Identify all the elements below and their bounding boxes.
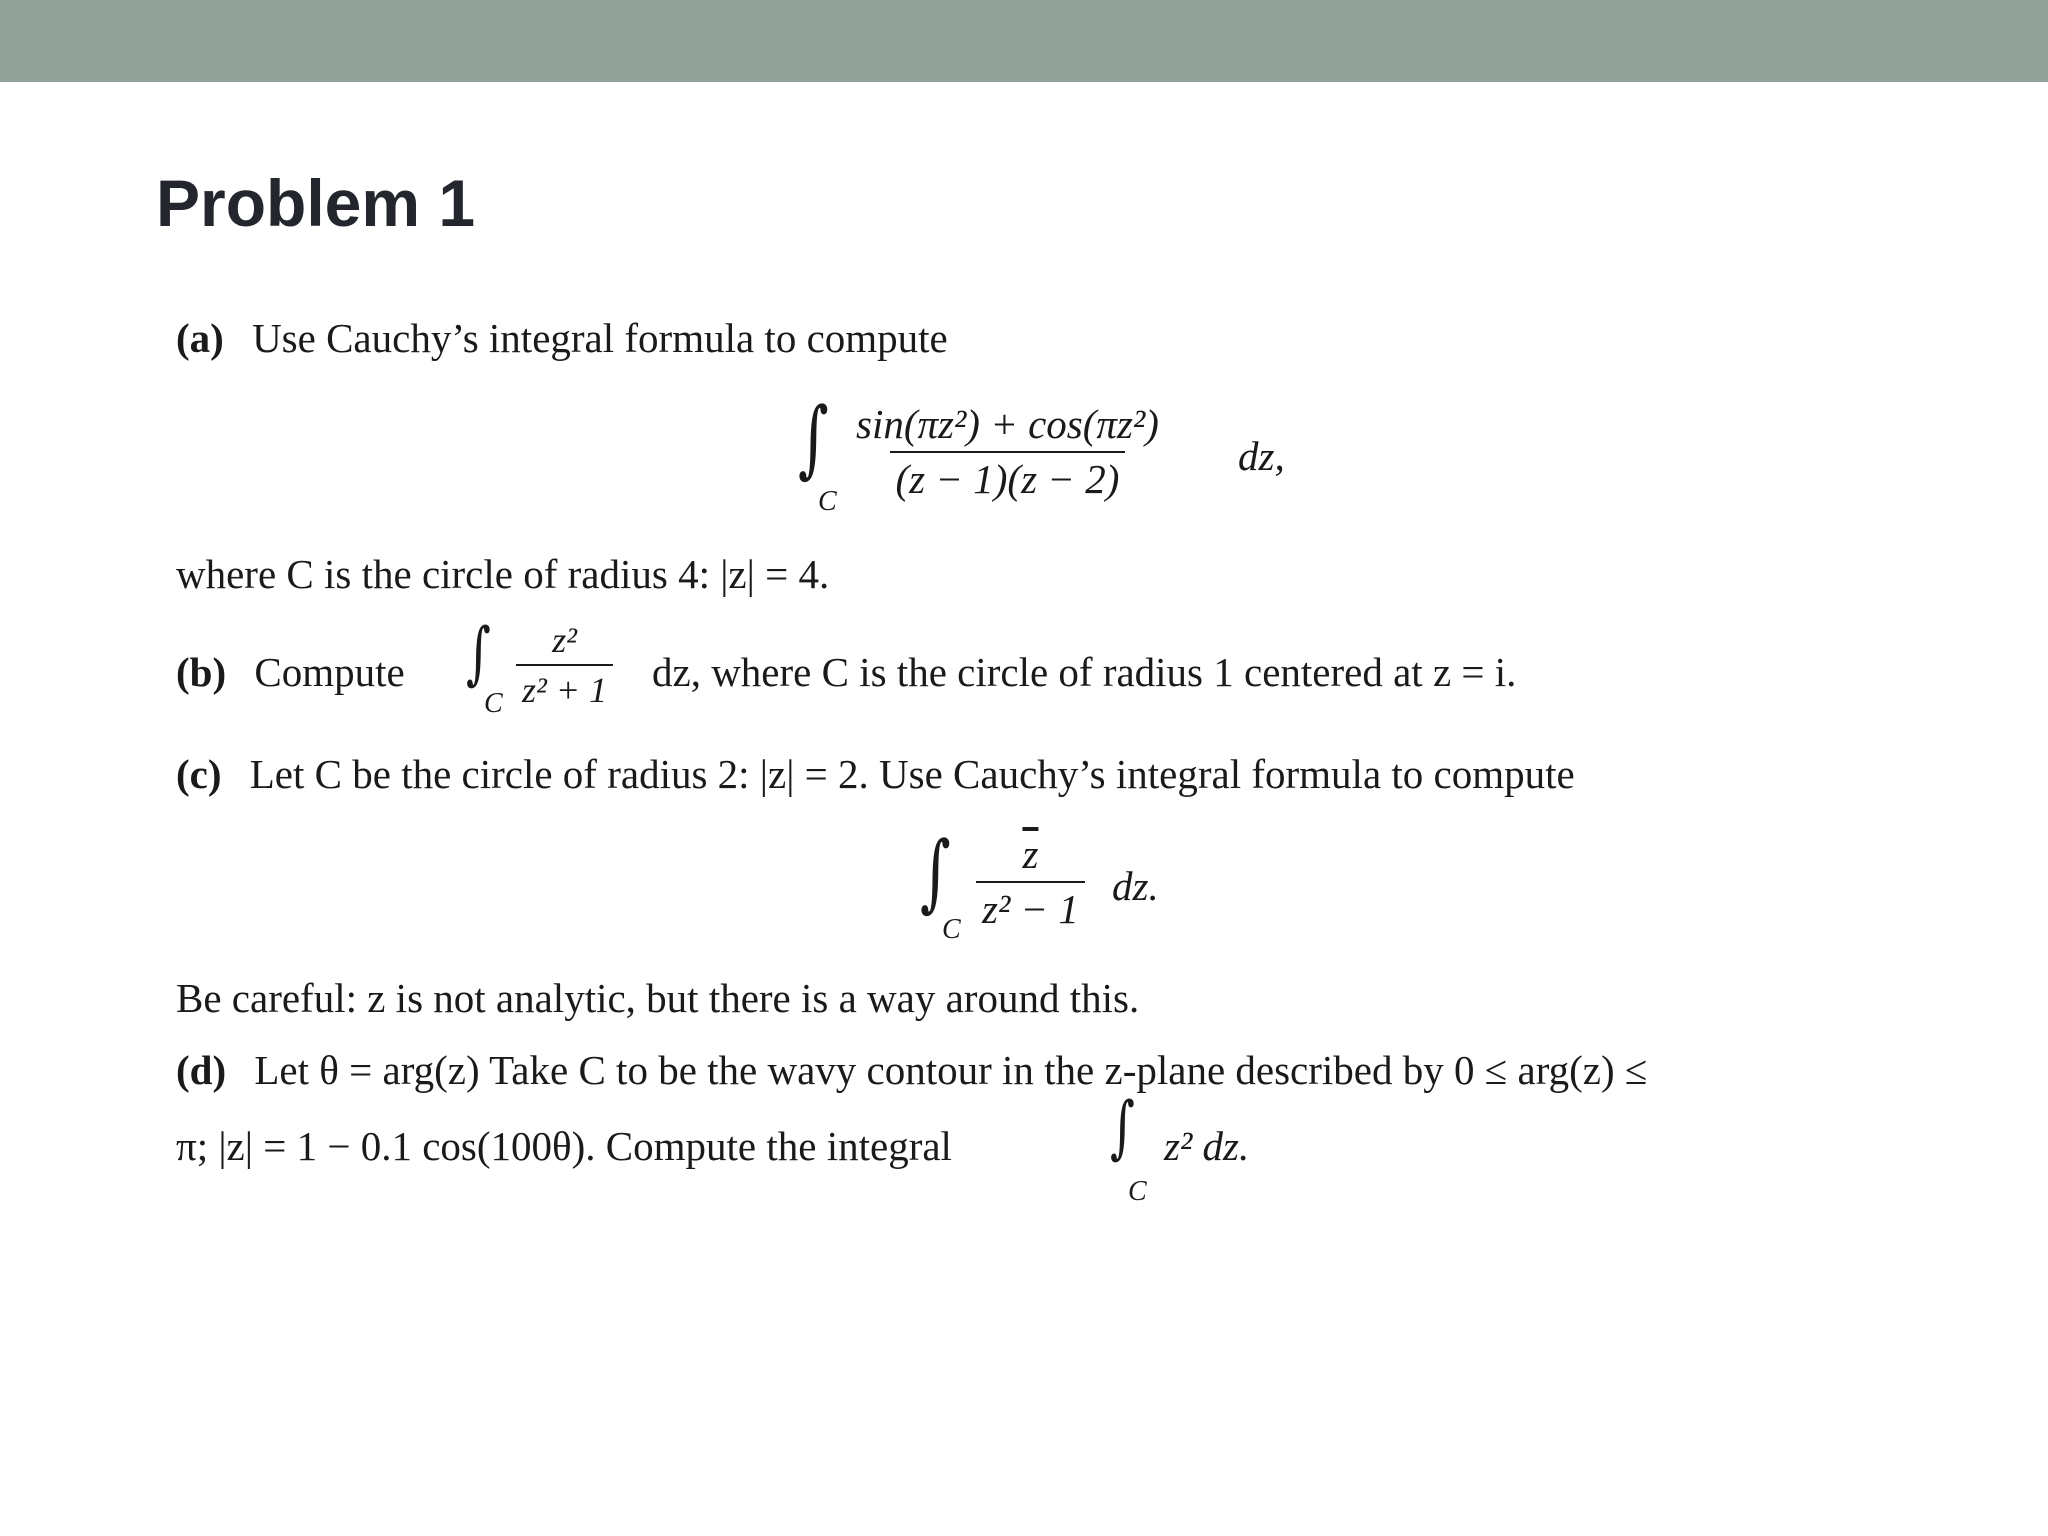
part-b-fraction [516, 622, 613, 708]
part-a-text: Use Cauchy’s integral formula to compute [252, 315, 948, 361]
part-a-fraction [850, 401, 1165, 502]
page-title: Problem 1 [156, 166, 476, 240]
integral-sign: ∫ [1110, 1088, 1135, 1167]
part-b-text: Compute [254, 649, 405, 695]
part-b-label: (b) [176, 649, 227, 695]
integral-sign: ∫ [920, 823, 951, 921]
integral-subscript: C [1128, 1176, 1147, 1207]
part-c-fraction [976, 831, 1085, 932]
part-d-text: Let θ = arg(z) Take C to be the wavy contour in the z-plane described by 0 ≤ arg(z) ≤ [254, 1047, 1648, 1093]
part-c-differential: dz. [1112, 863, 1159, 909]
integral-subscript: C [818, 486, 837, 517]
part-c-note: Be careful: z is not analytic, but there is a way around this. [176, 975, 1140, 1021]
part-a-numerator: sin(πz²) + cos(πz²) [856, 401, 1159, 447]
integral-sign: ∫ [466, 614, 491, 693]
part-c-denominator: z² − 1 [976, 881, 1085, 930]
part-d-line2: π; |z| = 1 − 0.1 cos(100θ). Compute the integral [176, 1123, 952, 1169]
part-d-line1 [176, 1047, 1648, 1093]
part-b-denominator: z² + 1 [516, 664, 613, 708]
part-d-integrand: z² dz. [1164, 1123, 1250, 1169]
part-d-label: (d) [176, 1047, 227, 1093]
integral-subscript: C [942, 914, 961, 945]
part-c-text: Let C be the circle of radius 2: |z| = 2. Use Cauchy’s integral formula to compute [249, 751, 1575, 797]
part-a-where: where C is the circle of radius 4: |z| = 4. [176, 551, 830, 597]
part-a-denominator: (z − 1)(z − 2) [890, 451, 1126, 500]
part-a-intro [176, 315, 948, 361]
integral-sign: ∫ [798, 389, 829, 487]
part-c-label: (c) [176, 751, 222, 797]
part-b-trailing: dz, where C is the circle of radius 1 centered at z = i. [652, 649, 1517, 695]
part-a-differential: dz, [1238, 433, 1285, 479]
part-b-intro [176, 649, 405, 695]
integral-subscript: C [484, 688, 503, 719]
part-a-label: (a) [176, 315, 224, 361]
part-c-numerator: $\overline{z}$ [1022, 831, 1039, 877]
part-c-intro [176, 751, 1575, 797]
part-b-numerator: z² [552, 620, 577, 660]
